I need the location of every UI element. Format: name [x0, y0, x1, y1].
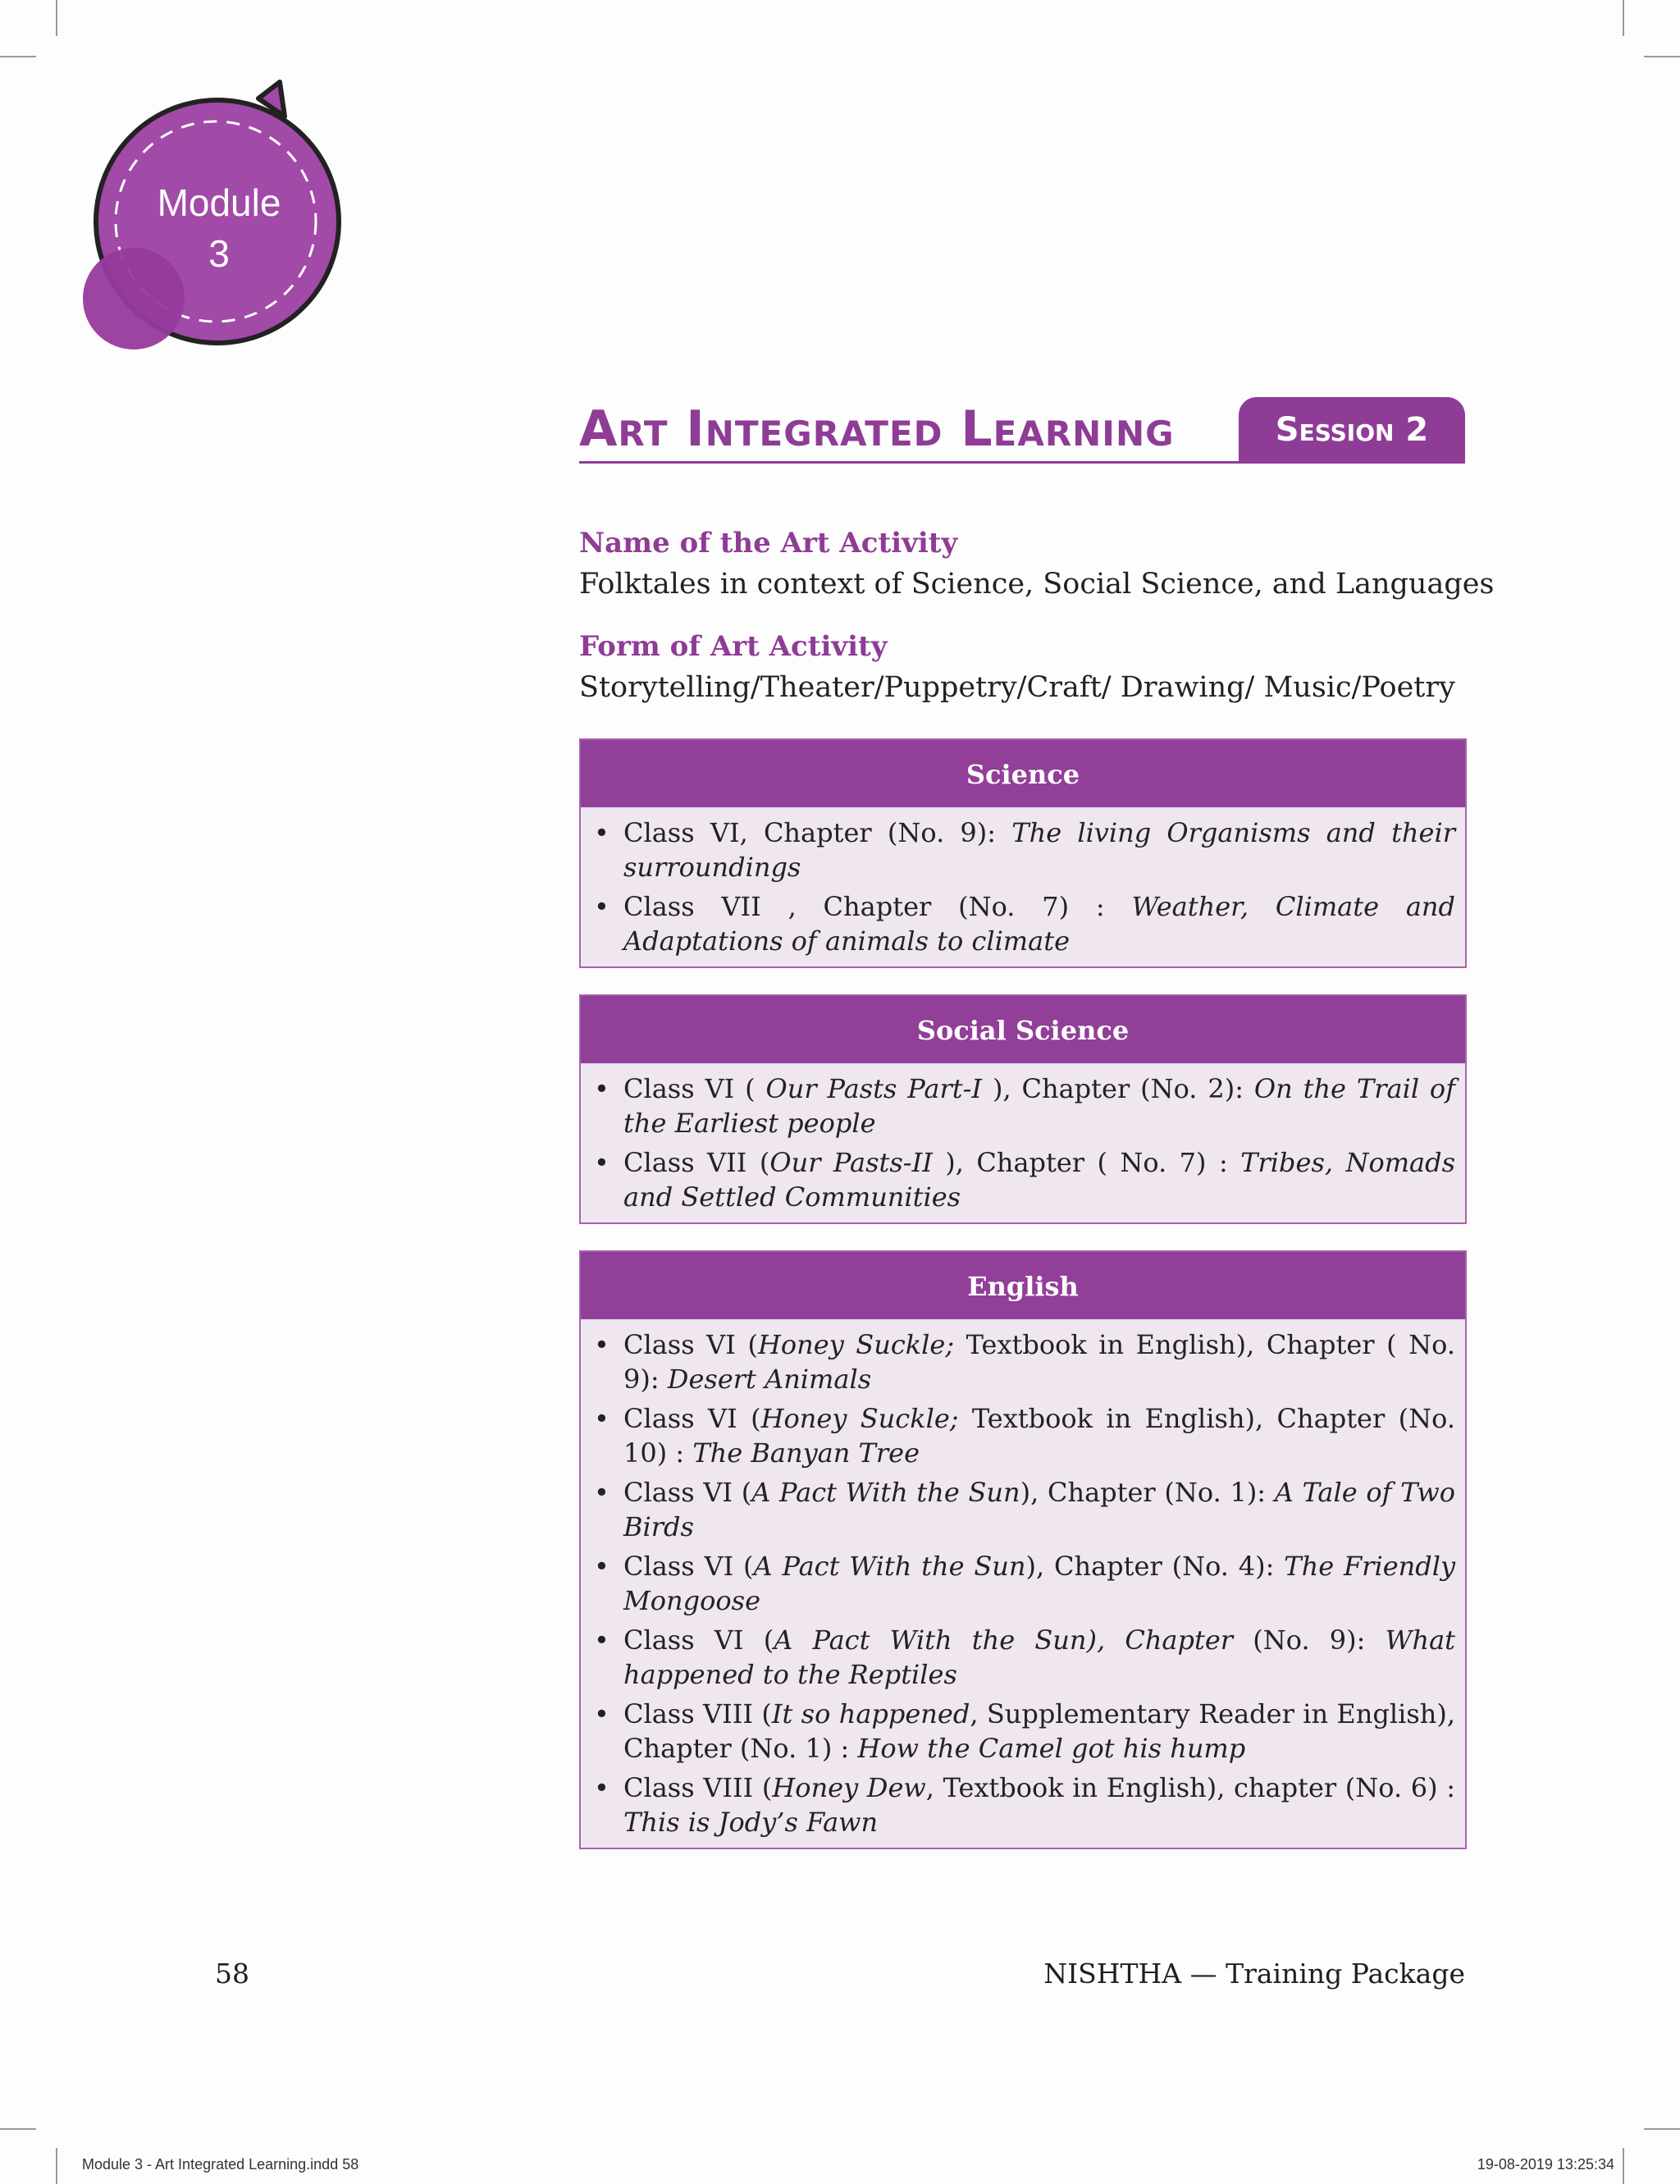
box-heading: Science: [581, 740, 1465, 807]
crop-mark: [1623, 2148, 1624, 2184]
list-item: • Class VIII (Honey Dew, Textbook in English), chapter (No. 6) : This is Jody’s Fawn: [591, 1771, 1455, 1839]
list-item: • Class VIII (It so happened, Supplementary Reader in English), Chapter (No. 1) : How the Camel got his hump: [591, 1697, 1455, 1766]
crop-mark: [1644, 56, 1680, 57]
list-item: • Class VI ( Our Pasts Part-I ), Chapter (No. 2): On the Trail of the Earliest people: [591, 1071, 1455, 1140]
activity-name-value: Folktales in context of Science, Social Science, and Languages: [579, 568, 1495, 601]
page-number: 58: [215, 1958, 249, 1990]
list-item: • Class VI (A Pact With the Sun), Chapter (No. 1): A Tale of Two Birds: [591, 1475, 1455, 1544]
crop-mark: [0, 56, 36, 57]
activity-name-label: Name of the Art Activity: [579, 527, 958, 560]
running-footer: NISHTHA — Training Package: [1043, 1958, 1465, 1990]
activity-form-label: Form of Art Activity: [579, 630, 888, 663]
list-item: • Class VI (Honey Suckle; Textbook in English), Chapter ( No. 9): Desert Animals: [591, 1327, 1455, 1396]
list-item: • Class VI (A Pact With the Sun), Chapter (No. 4): The Friendly Mongoose: [591, 1549, 1455, 1618]
english-box: [579, 1250, 1467, 1849]
crop-mark: [1623, 0, 1624, 36]
slug-timestamp: 19-08-2019 13:25:34: [1477, 2156, 1614, 2173]
list-item: • Class VII , Chapter (No. 7) : Weather, Climate and Adaptations of animals to climate: [591, 889, 1455, 958]
page-title: Art Integrated Learning: [579, 400, 1175, 458]
section-header: [579, 394, 1465, 464]
list-item: • Class VI (A Pact With the Sun), Chapter (No. 9): What happened to the Reptiles: [591, 1623, 1455, 1692]
crop-mark: [56, 2148, 57, 2184]
module-badge-label: [109, 177, 329, 279]
science-box: [579, 738, 1467, 968]
list-item: • Class VI, Chapter (No. 9): The living Organisms and their surroundings: [591, 816, 1455, 884]
box-heading: English: [581, 1252, 1465, 1319]
box-heading: Social Science: [581, 996, 1465, 1063]
slug-filename: Module 3 - Art Integrated Learning.indd 58: [82, 2156, 359, 2173]
crop-mark: [56, 0, 57, 36]
session-tab: Session 2: [1239, 397, 1465, 461]
module-number: 3: [208, 232, 230, 275]
crop-mark: [1644, 2128, 1680, 2130]
list-item: • Class VI (Honey Suckle; Textbook in English), Chapter (No. 10) : The Banyan Tree: [591, 1401, 1455, 1470]
list-item: • Class VII (Our Pasts-II ), Chapter ( No. 7) : Tribes, Nomads and Settled Communities: [591, 1145, 1455, 1214]
module-label: Module: [157, 181, 281, 224]
activity-form-value: Storytelling/Theater/Puppetry/Craft/ Drawing/ Music/Poetry: [579, 671, 1455, 704]
crop-mark: [0, 2128, 36, 2130]
social-science-box: [579, 994, 1467, 1224]
